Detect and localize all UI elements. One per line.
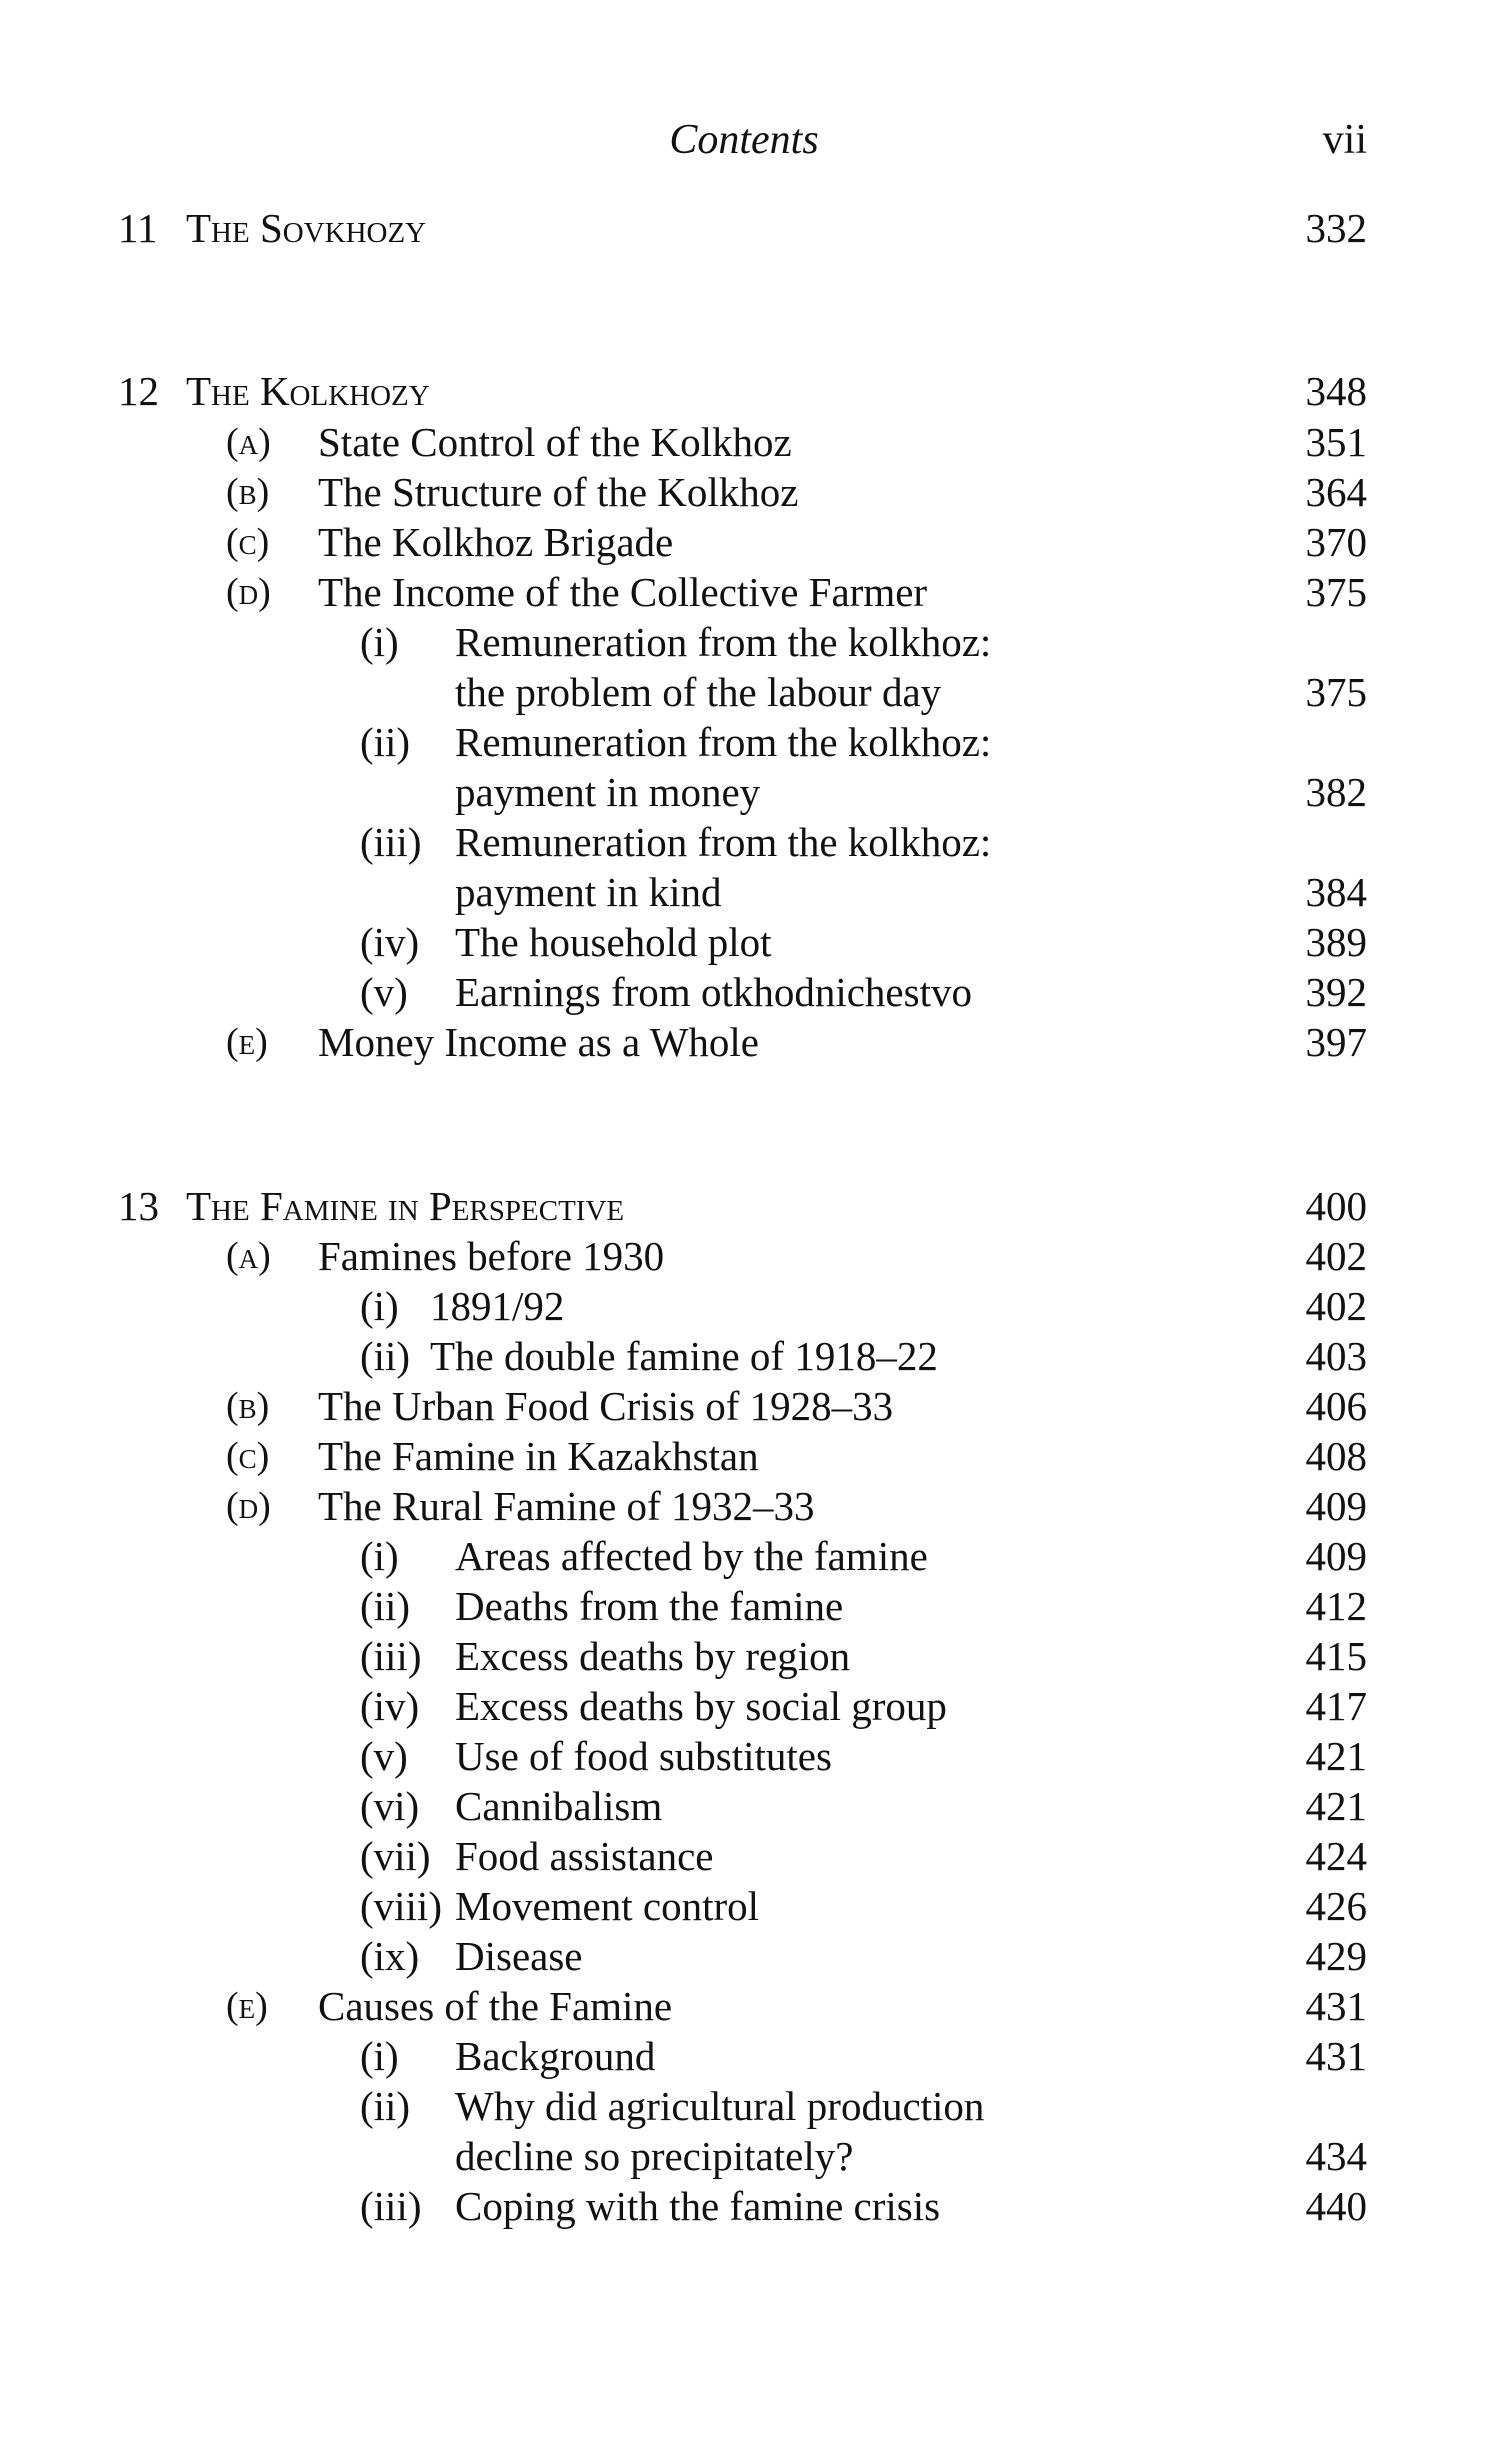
section-letter: (b): [226, 471, 270, 513]
page-ref: 415: [1305, 1633, 1367, 1679]
page-ref: 434: [1305, 2133, 1367, 2179]
section-title: The Kolkhoz Brigade: [318, 519, 674, 565]
page-ref: 431: [1305, 1983, 1367, 2029]
section-title: The Rural Famine of 1932–33: [318, 1483, 815, 1529]
subsection-entry[interactable]: [0, 2081, 1488, 2131]
page-ref: 389: [1305, 919, 1367, 965]
page-ref: 412: [1305, 1583, 1367, 1629]
page-ref: 375: [1305, 669, 1367, 715]
section-title: Famines before 1930: [318, 1233, 665, 1279]
subsection-entry[interactable]: [0, 1881, 1488, 1931]
subsection-entry[interactable]: [0, 967, 1488, 1017]
page-ref: 397: [1305, 1019, 1367, 1065]
section-entry[interactable]: [0, 517, 1488, 567]
page-ref: 426: [1305, 1883, 1367, 1929]
chapter-number: 13: [118, 1183, 159, 1229]
section-letter: (c): [226, 1435, 270, 1477]
subsection-entry[interactable]: [0, 817, 1488, 867]
subsection-title: Excess deaths by region: [455, 1633, 851, 1679]
subsection-title: Excess deaths by social group: [455, 1683, 947, 1729]
page-ref: 382: [1305, 769, 1367, 815]
page-ref: 370: [1305, 519, 1367, 565]
page-ref: 409: [1305, 1533, 1367, 1579]
subsection-title: Why did agricultural production: [455, 2083, 985, 2129]
subsection-number: (viii): [360, 1883, 442, 1929]
subsection-title: Remuneration from the kolkhoz:: [455, 819, 992, 865]
subsection-title-continued: payment in money: [455, 769, 761, 815]
page-ref: 431: [1305, 2033, 1367, 2079]
subsection-entry[interactable]: [0, 1731, 1488, 1781]
subsection-number: (i): [360, 2033, 399, 2079]
subsection-continuation[interactable]: [0, 2131, 1488, 2181]
subsection-title: Remuneration from the kolkhoz:: [455, 719, 992, 765]
page-ref: 332: [1305, 205, 1367, 251]
section-title: Causes of the Famine: [318, 1983, 673, 2029]
chapter-entry-11[interactable]: [0, 203, 1488, 253]
subsection-entry[interactable]: [0, 917, 1488, 967]
page-ref: 421: [1305, 1783, 1367, 1829]
subsection-number: (ii): [360, 719, 411, 765]
subsection-title: Deaths from the famine: [455, 1583, 844, 1629]
section-letter: (a): [226, 1235, 271, 1277]
subsection-number: (v): [360, 1733, 408, 1779]
subsection-entry[interactable]: [0, 2181, 1488, 2231]
section-entry[interactable]: [0, 467, 1488, 517]
page-ref: 402: [1305, 1233, 1367, 1279]
section-entry[interactable]: [0, 1481, 1488, 1531]
subsection-number: (ii): [360, 1583, 411, 1629]
section-entry[interactable]: [0, 567, 1488, 617]
page-ref: 406: [1305, 1383, 1367, 1429]
subsection-number: (ii): [360, 2083, 411, 2129]
subsection-number: (vi): [360, 1783, 420, 1829]
subsection-entry[interactable]: [0, 1831, 1488, 1881]
subsection-title: Cannibalism: [455, 1783, 663, 1829]
section-letter: (b): [226, 1385, 270, 1427]
page-ref: 384: [1305, 869, 1367, 915]
subsection-number: (ii): [360, 1333, 411, 1379]
subsection-entry[interactable]: [0, 617, 1488, 667]
subsection-entry[interactable]: [0, 1281, 1488, 1331]
chapter-title: The Kolkhozy: [186, 368, 430, 414]
section-letter: (d): [226, 571, 271, 613]
section-letter: (d): [226, 1485, 271, 1527]
page-ref: 421: [1305, 1733, 1367, 1779]
section-entry[interactable]: [0, 417, 1488, 467]
subsection-title: Movement control: [455, 1883, 760, 1929]
subsection-title: Food assistance: [455, 1833, 714, 1879]
subsection-title: Earnings from otkhodnichestvo: [455, 969, 972, 1015]
subsection-number: (iii): [360, 2183, 422, 2229]
section-letter: (e): [226, 1021, 268, 1063]
section-entry[interactable]: [0, 1381, 1488, 1431]
subsection-entry[interactable]: [0, 2031, 1488, 2081]
subsection-entry[interactable]: [0, 717, 1488, 767]
subsection-number: (ix): [360, 1933, 420, 1979]
subsection-number: (i): [360, 1533, 399, 1579]
page-number: vii: [1322, 117, 1367, 163]
page-ref: 392: [1305, 969, 1367, 1015]
subsection-continuation[interactable]: [0, 667, 1488, 717]
chapter-entry-12[interactable]: [0, 366, 1488, 416]
page-ref: 400: [1305, 1183, 1367, 1229]
page-ref: 408: [1305, 1433, 1367, 1479]
subsection-title: 1891/92: [430, 1283, 565, 1329]
section-title: The Income of the Collective Farmer: [318, 569, 928, 615]
page-ref: 417: [1305, 1683, 1367, 1729]
subsection-continuation[interactable]: [0, 867, 1488, 917]
subsection-title-continued: decline so precipitately?: [455, 2133, 854, 2179]
section-title: The Famine in Kazakhstan: [318, 1433, 759, 1479]
section-entry[interactable]: [0, 1017, 1488, 1067]
page-ref: 409: [1305, 1483, 1367, 1529]
subsection-title: Background: [455, 2033, 656, 2079]
subsection-number: (i): [360, 1283, 399, 1329]
subsection-title: Use of food substitutes: [455, 1733, 832, 1779]
subsection-entry[interactable]: [0, 1931, 1488, 1981]
page-ref: 424: [1305, 1833, 1367, 1879]
running-head: [0, 116, 1488, 176]
chapter-number: 11: [118, 205, 158, 251]
subsection-title: The household plot: [455, 919, 772, 965]
subsection-title: Coping with the famine crisis: [455, 2183, 941, 2229]
subsection-number: (iii): [360, 819, 422, 865]
page-ref: 375: [1305, 569, 1367, 615]
subsection-entry[interactable]: [0, 1531, 1488, 1581]
page-ref: 364: [1305, 469, 1367, 515]
subsection-title: Remuneration from the kolkhoz:: [455, 619, 992, 665]
section-title: Money Income as a Whole: [318, 1019, 759, 1065]
chapter-entry-13[interactable]: [0, 1181, 1488, 1231]
subsection-entry[interactable]: [0, 1781, 1488, 1831]
subsection-title: The double famine of 1918–22: [430, 1333, 938, 1379]
chapter-title: The Sovkhozy: [186, 205, 427, 251]
subsection-entry[interactable]: [0, 1631, 1488, 1681]
page-ref: 351: [1305, 419, 1367, 465]
subsection-continuation[interactable]: [0, 767, 1488, 817]
subsection-title-continued: the problem of the labour day: [455, 669, 942, 715]
subsection-entry[interactable]: [0, 1581, 1488, 1631]
section-entry[interactable]: [0, 1431, 1488, 1481]
section-entry[interactable]: [0, 1981, 1488, 2031]
subsection-number: (iv): [360, 1683, 420, 1729]
section-title: The Urban Food Crisis of 1928–33: [318, 1383, 894, 1429]
subsection-entry[interactable]: [0, 1331, 1488, 1381]
subsection-title: Areas affected by the famine: [455, 1533, 928, 1579]
page-ref: 440: [1305, 2183, 1367, 2229]
subsection-number: (v): [360, 969, 408, 1015]
chapter-number: 12: [118, 368, 159, 414]
section-letter: (e): [226, 1985, 268, 2027]
section-letter: (c): [226, 521, 270, 563]
subsection-number: (vii): [360, 1833, 431, 1879]
subsection-number: (iv): [360, 919, 420, 965]
section-title: State Control of the Kolkhoz: [318, 419, 792, 465]
section-title: The Structure of the Kolkhoz: [318, 469, 799, 515]
subsection-title-continued: payment in kind: [455, 869, 722, 915]
page-ref: 348: [1305, 368, 1367, 414]
page-ref: 403: [1305, 1333, 1367, 1379]
section-entry[interactable]: [0, 1231, 1488, 1281]
subsection-entry[interactable]: [0, 1681, 1488, 1731]
page-ref: 402: [1305, 1283, 1367, 1329]
subsection-number: (i): [360, 619, 399, 665]
chapter-title: The Famine in Perspective: [186, 1183, 625, 1229]
page-ref: 429: [1305, 1933, 1367, 1979]
subsection-number: (iii): [360, 1633, 422, 1679]
running-title: Contents: [669, 117, 819, 163]
section-letter: (a): [226, 421, 271, 463]
subsection-title: Disease: [455, 1933, 583, 1979]
